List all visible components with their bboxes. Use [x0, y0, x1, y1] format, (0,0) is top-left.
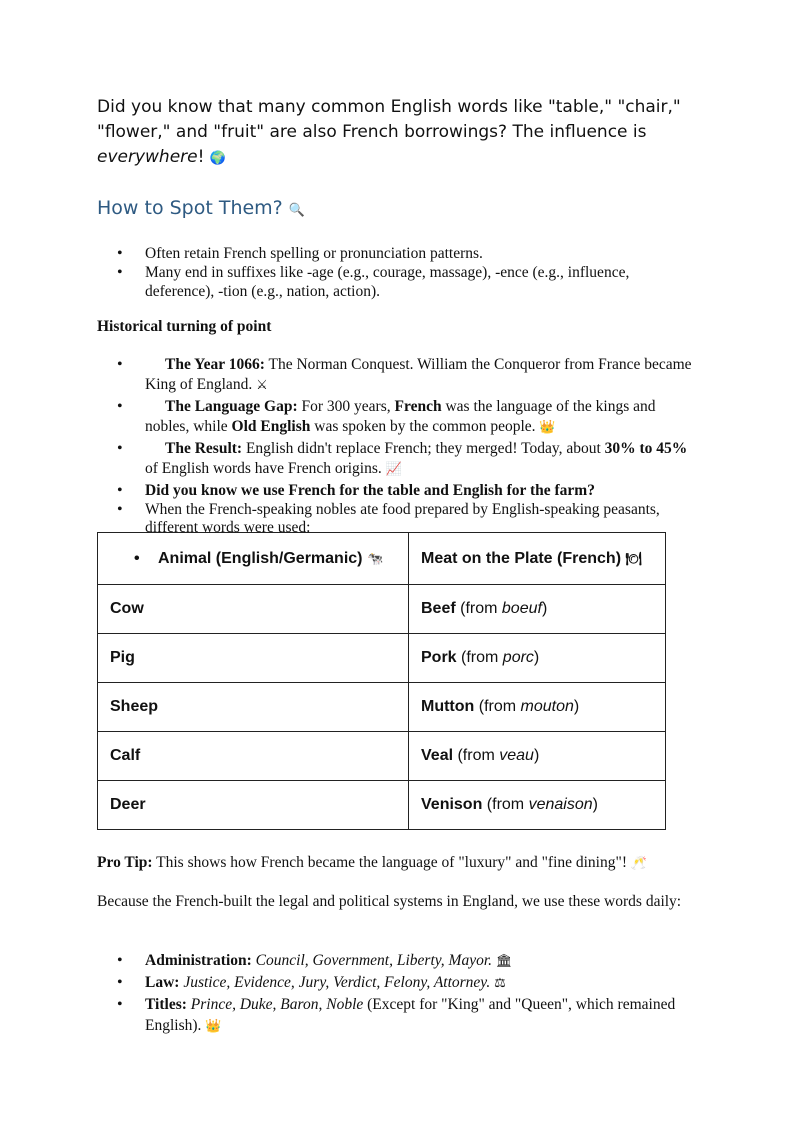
history-title: Historical turning of point — [97, 318, 272, 335]
from-prefix: (from — [482, 796, 529, 813]
meat-word: Pork — [421, 649, 457, 666]
admin-label: Administration: — [145, 952, 252, 969]
gap-label: The Language Gap: — [165, 398, 298, 415]
from-suffix: ) — [592, 796, 598, 813]
table-header-row — [98, 533, 666, 585]
cell-animal: Calf — [98, 732, 409, 781]
cell-meat — [409, 634, 666, 683]
french-word: porc — [502, 649, 534, 666]
meat-word: Venison — [421, 796, 483, 813]
government-building-icon: 🏛 — [495, 954, 513, 969]
meat-word: Veal — [421, 747, 454, 764]
list-item-didyou — [97, 481, 697, 501]
gap-bold-french: French — [394, 398, 442, 415]
intro-emphasis: everywhere — [97, 147, 198, 167]
admin-words: Council, Government, Liberty, Mayor. — [255, 952, 493, 969]
list-item-titles — [97, 994, 697, 1037]
cell-animal: Cow — [98, 585, 409, 634]
swords-icon: ⚔ — [256, 378, 268, 393]
titles-text: (Except for "King" and "Queen", which remained English). — [145, 996, 676, 1034]
table-row — [98, 781, 666, 830]
list-item: • Often retain French spelling or pronunciation patterns. — [97, 244, 697, 263]
plate-icon: 🍽 — [625, 551, 642, 567]
pro-tip-label: Pro Tip: — [97, 854, 153, 871]
magnifier-icon: 🔍 — [288, 203, 305, 218]
result-percent: 30% to 45% — [604, 440, 688, 457]
list-item-year — [97, 355, 697, 396]
cell-animal: Deer — [98, 781, 409, 830]
history-list — [97, 355, 697, 537]
animal-meat-table — [97, 532, 666, 830]
pro-tip — [97, 853, 717, 873]
cell-meat — [409, 732, 666, 781]
glasses-icon: 🥂 — [630, 856, 648, 871]
meat-word: Mutton — [421, 698, 475, 715]
french-word: veau — [499, 747, 534, 764]
section-heading-spot — [97, 196, 305, 223]
from-suffix: ) — [533, 649, 540, 666]
year-text: The Norman Conquest. William the Conqueror from France became King of England. — [145, 356, 692, 393]
because-paragraph: Because the French-built the legal and political systems in England, we use these words daily: — [97, 893, 682, 910]
list-item-when: • When the French-speaking nobles ate food prepared by English-speaking peasants, different words were used: — [97, 501, 697, 537]
meat-word: Beef — [421, 600, 456, 617]
crown-icon: 👑 — [539, 420, 556, 435]
list-item-law — [97, 972, 697, 994]
list-item-result — [97, 439, 697, 480]
gap-text: was spoken by the common people. — [310, 418, 540, 435]
chart-up-icon: 📈 — [385, 462, 402, 477]
cell-meat — [409, 683, 666, 732]
col-header-text: Animal (English/Germanic) — [158, 549, 367, 567]
cell-meat — [409, 781, 666, 830]
from-suffix: ) — [533, 747, 540, 764]
intro-text-end: ! — [197, 147, 210, 167]
gap-bold-old-english: Old English — [231, 418, 311, 435]
titles-label: Titles: — [145, 996, 187, 1013]
gap-text: was the language of the kings and nobles, while — [145, 398, 656, 435]
col-header-text: Meat on the Plate (French) — [421, 549, 626, 567]
intro-text: Did you know that many common English words like "table," "chair," "flower," and "fruit" are also French borrowings? The influence is — [97, 97, 681, 142]
globe-icon: 🌍 — [209, 151, 227, 166]
from-suffix: ) — [541, 600, 548, 617]
table-row — [98, 585, 666, 634]
words-list — [97, 950, 697, 1037]
cell-animal: Pig — [98, 634, 409, 683]
table-row — [98, 634, 666, 683]
law-label: Law: — [145, 974, 180, 991]
from-prefix: (from — [474, 698, 521, 715]
result-text: of English words have French origins. — [145, 460, 386, 477]
spot-list — [97, 244, 697, 301]
list-item-admin — [97, 950, 697, 972]
col-header-animal — [98, 533, 409, 585]
from-suffix: ) — [573, 698, 580, 715]
didyou-text: Did you know we use French for the table and English for the farm? — [145, 482, 595, 499]
result-label: The Result: — [165, 440, 243, 457]
heading-text: How to Spot Them? — [97, 197, 289, 219]
list-item-gap — [97, 397, 697, 438]
scales-icon: ⚖ — [494, 976, 506, 991]
french-word: boeuf — [501, 600, 542, 617]
cell-animal: Sheep — [98, 683, 409, 732]
crown-icon: 👑 — [205, 1019, 222, 1034]
list-item: • Many end in suffixes like -age (e.g., courage, massage), -ence (e.g., influence, deference), -tion (e.g., nation, action). — [97, 263, 697, 301]
col-header-meat — [409, 533, 666, 585]
gap-text: For 300 years, — [297, 398, 395, 415]
result-text: English didn't replace French; they merged! Today, about — [242, 440, 605, 457]
titles-words: Prince, Duke, Baron, Noble — [190, 996, 364, 1013]
pro-tip-text: This shows how French became the language of "luxury" and "fine dining"! — [152, 854, 631, 871]
from-prefix: (from — [453, 747, 500, 764]
french-word: venaison — [528, 796, 593, 813]
law-words: Justice, Evidence, Jury, Verdict, Felony, Attorney. — [183, 974, 491, 991]
year-label: The Year 1066: — [165, 356, 265, 373]
cow-icon: 🐄 — [366, 551, 384, 567]
bullet: • — [134, 549, 140, 567]
from-prefix: (from — [456, 649, 503, 666]
intro-paragraph — [97, 95, 717, 171]
from-prefix: (from — [455, 600, 502, 617]
table-row — [98, 683, 666, 732]
cell-meat — [409, 585, 666, 634]
table-row — [98, 732, 666, 781]
french-word: mouton — [520, 698, 574, 715]
